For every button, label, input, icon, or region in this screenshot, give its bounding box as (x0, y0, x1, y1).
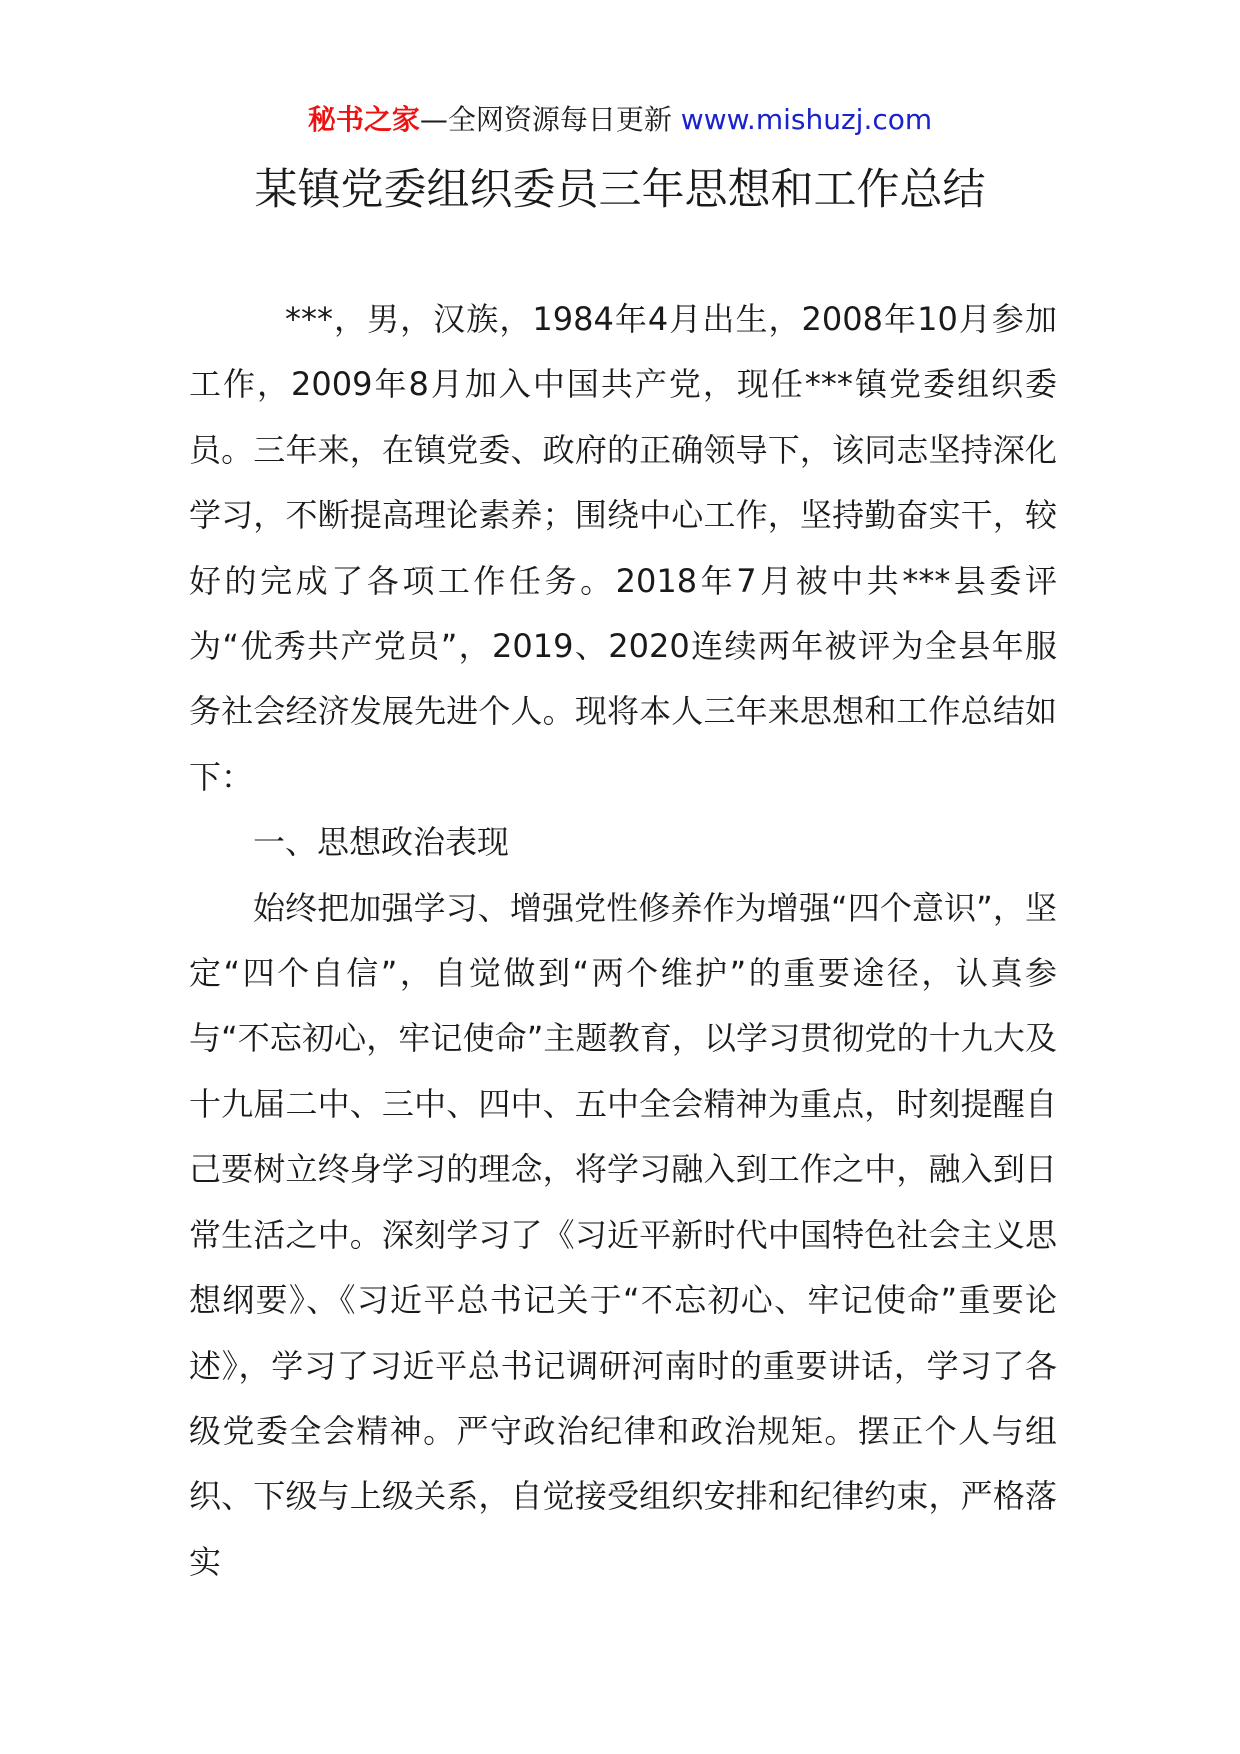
site-header (0, 100, 1240, 140)
document-title: 某镇党委组织委员三年思想和工作总结 (254, 165, 986, 215)
document-body (189, 287, 1057, 1595)
paragraph-intro: ***，男，汉族，1984年4月出生，2008年10月参加工作，2009年8月加入中国共产党，现任***镇党委组织委员。三年来，在镇党委、政府的正确领导下，该同志坚持深化学习，不断提高理论素养；围绕中心工作，坚持勤奋实干，较好的完成了各项工作任务。2018年7月被中共***县委评为“优秀共产党员”，2019、2020连续两年被评为全县年服务社会经济发展先进个人。现将本人三年来思想和工作总结如下： (189, 300, 1057, 796)
site-url-link[interactable]: www.mishuzj.com (680, 103, 933, 136)
site-tagline: —全网资源每日更新 (419, 103, 672, 136)
section-heading: 一、思想政治表现 (253, 823, 510, 862)
paragraph-political-performance: 始终把加强学习、增强党性修养作为增强“四个意识”，坚定“四个自信”，自觉做到“两个维护”的重要途径，认真参与“不忘初心，牢记使命”主题教育，以学习贯彻党的十九大及十九届二中、三中、四中、五中全会精神为重点，时刻提醒自己要树立终身学习的理念，将学习融入到工作之中，融入到日常生活之中。深刻学习了《习近平新时代中国特色社会主义思想纲要》、《习近平总书记关于“不忘初心、牢记使命”重要论述》，学习了习近平总书记调研河南时的重要讲话，学习了各级党委全会精神。严守政治纪律和政治规矩。摆正个人与组织、下级与上级关系，自觉接受组织安排和纪律约束，严格落实 (189, 888, 1057, 1581)
site-name: 秘书之家 (307, 103, 420, 136)
